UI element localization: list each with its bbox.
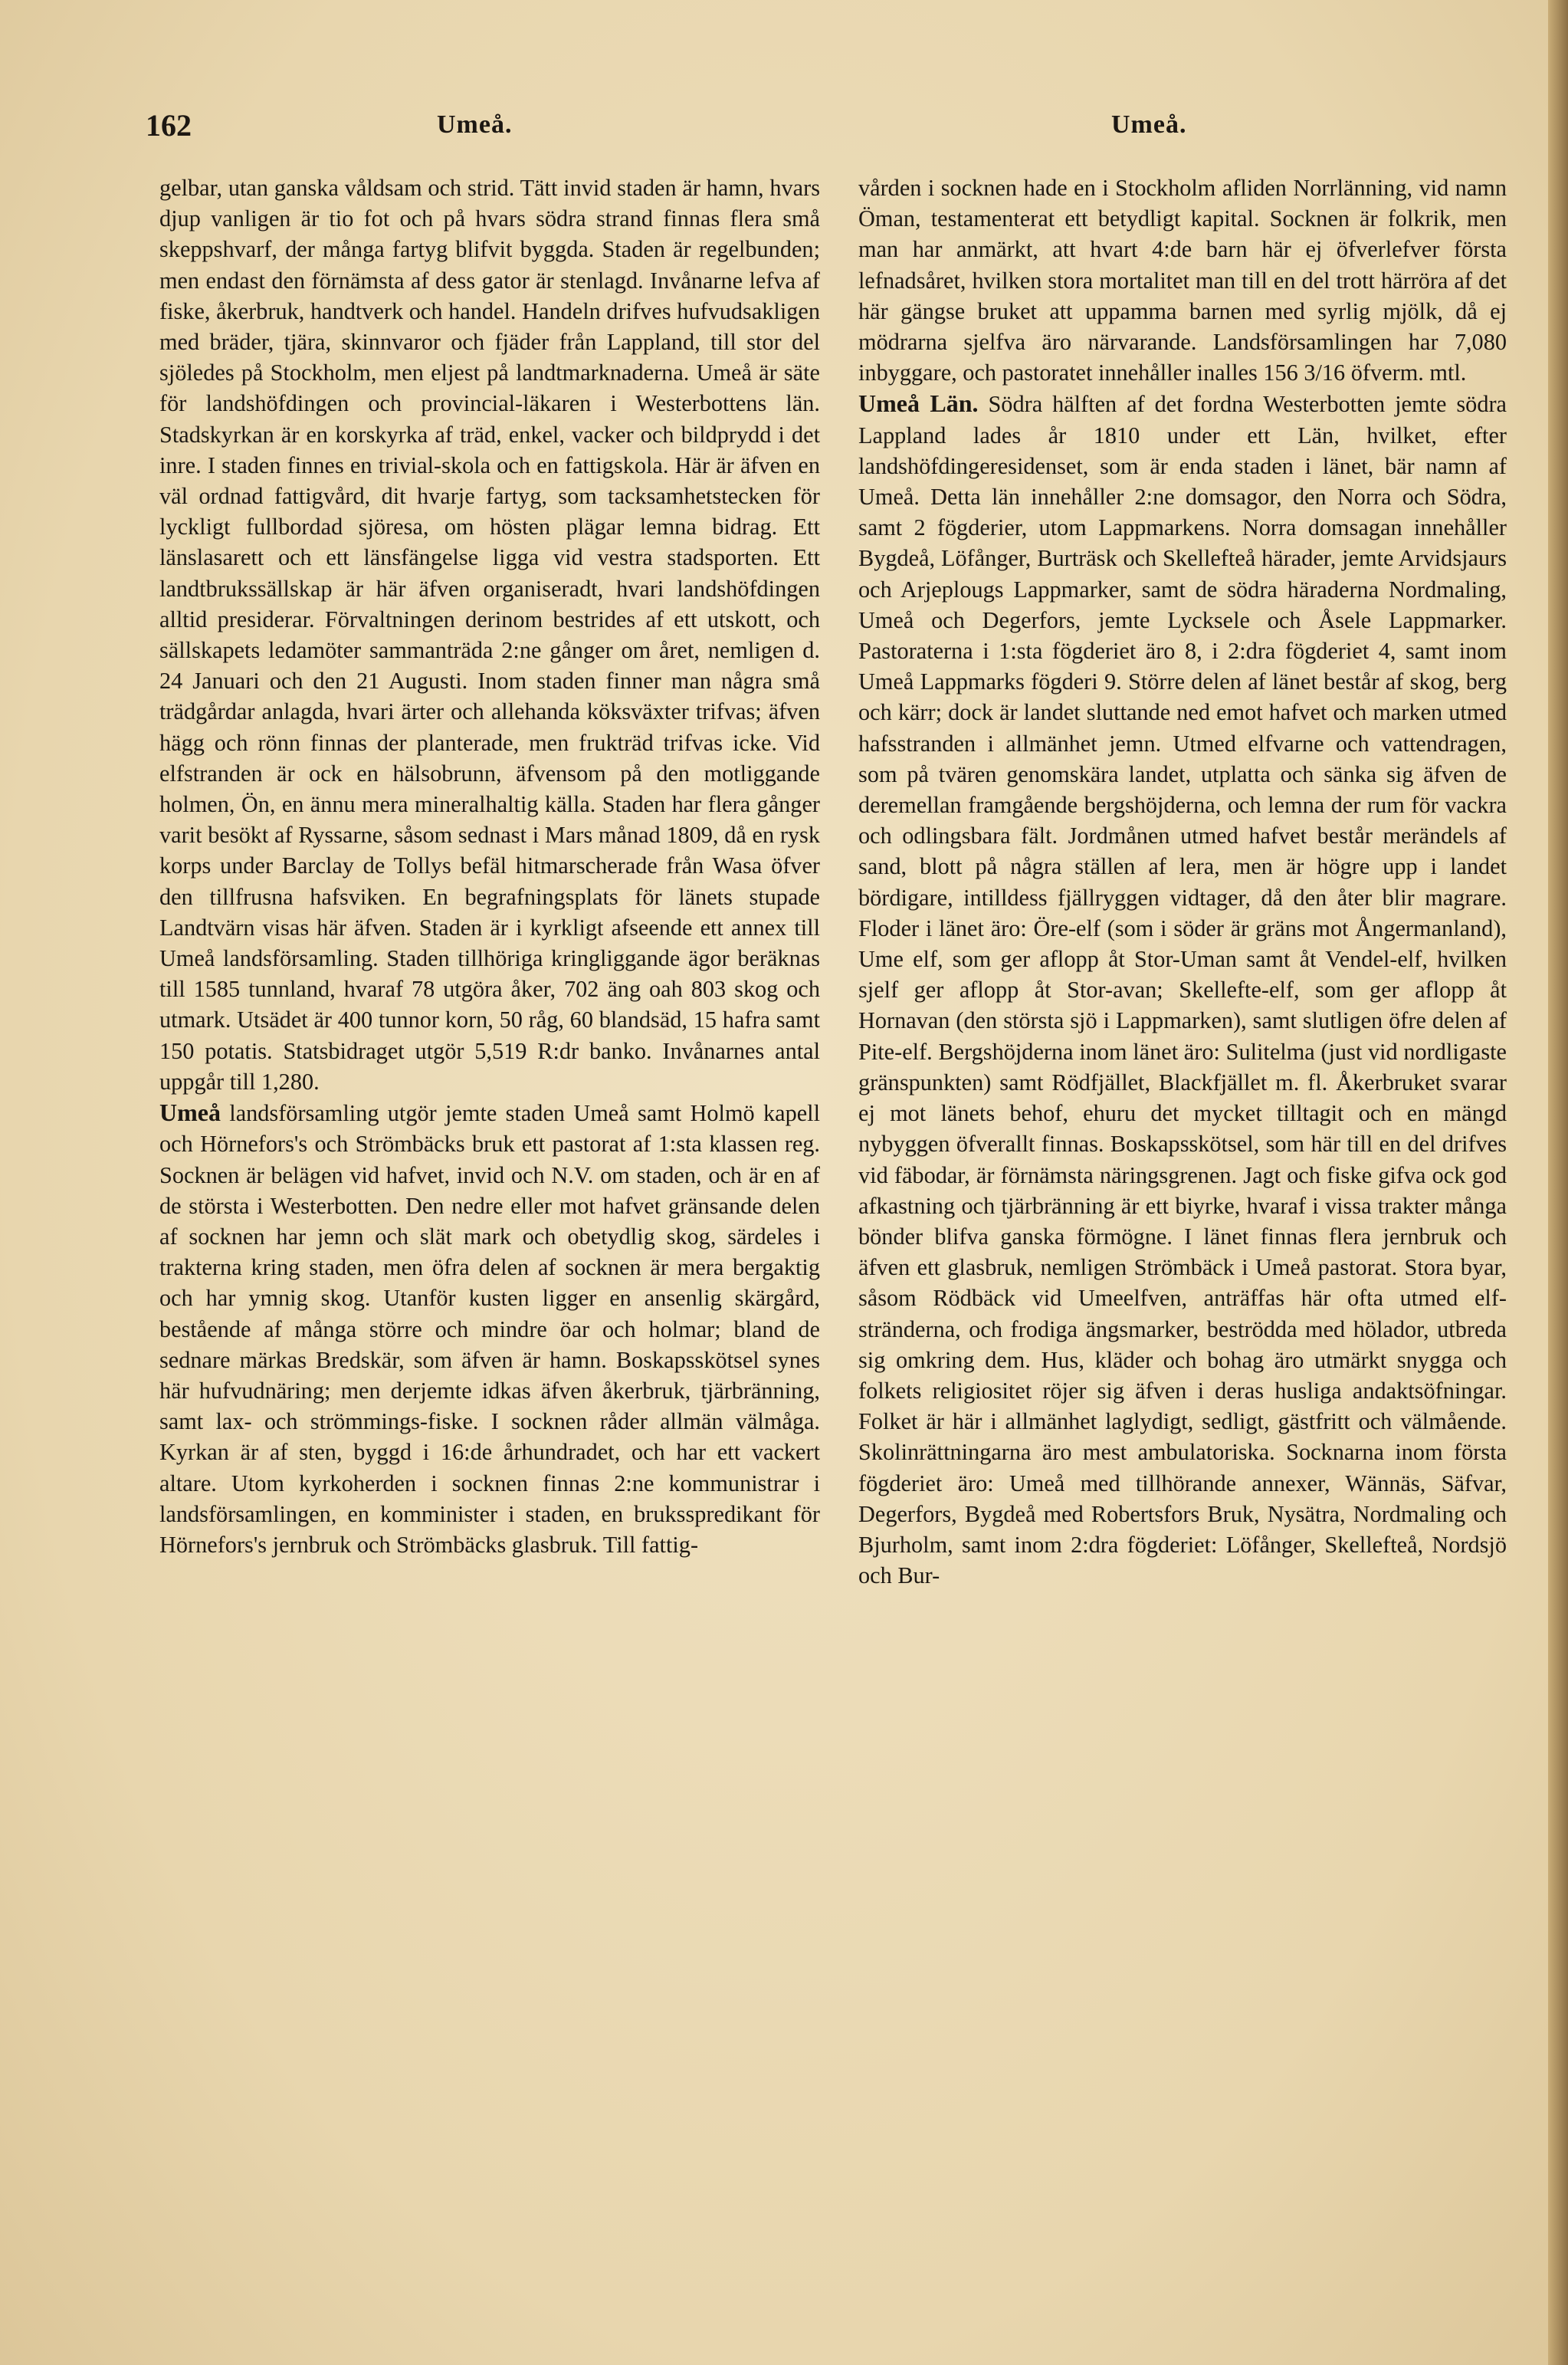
paragraph-umea-lan	[858, 388, 1507, 1591]
entry-heading: Umeå Län.	[858, 389, 979, 418]
entry-text: Södra hälften af det fordna Westerbotten jemte södra Lappland lades år 1810 under ett Län, hvilket, efter landshöfdingeresidenset, som är enda staden i länet, bär namn af Umeå. Detta län innehåller 2:ne domsagor, den Norra och Södra, samt 2 fögderier, utom Lappmarkens. Norra domsagan innehåller Bygdeå, Löfånger, Burträsk och Skellefteå härader, jemte Arvidsjaurs och Arjeplougs Lappmarker, samt de södra häraderna Nordmaling, Umeå och Degerfors, jemte Lycksele och Åsele Lappmarker. Pastoraterna i 1:sta fögderiet äro 8, i 2:dra fögderiet 4, samt inom Umeå Lappmarks fögderi 9. Större delen af länet består af skog, berg och kärr; dock är landet sluttande ned emot hafvet och marken utmed hafsstranden i allmänhet jemn. Utmed elfvarne och vattendragen, som på tvären genomskära landet, utplatta och sänka sig äfven de deremellan framgående bergshöjderna, och lemna der rum för vackra och odlingsbara fält. Jordmånen utmed hafvet består merändels af sand, blott på några ställen af lera, men är högre upp i landet bördigare, intilldess fjällryggen vidtager, då den åter blir magrare. Floder i länet äro: Öre-elf (som i söder är gräns mot Ångermanland), Ume elf, som ger aflopp åt Stor-Uman samt åt Vendel-elf, hvilken sjelf ger aflopp åt Stor-avan; Skellefte-elf, som ger aflopp åt Hornavan (den största sjö i Lappmarken), samt slutligen öfre delen af Pite-elf. Bergshöjderna inom länet äro: Sulitelma (just vid nordligaste gränspunkten) samt Rödfjället, Blackfjället m. fl. Åkerbruket svarar ej mot länets behof, ehuru det mycket tilltagit och en mängd nybyggen öfverallt finnas. Boskapsskötsel, som här till en del drifves vid fäbodar, är förnämsta näringsgrenen. Jagt och fiske gifva ock god afkastning och tjärbränning är ett biyrke, hvaraf i vissa trakter många bönder blifva ganska förmögne. I länet finnas flera jernbruk och äfven ett glasbruk, nemligen Strömbäck i Umeå pastorat. Stora byar, såsom Rödbäck vid Umeelfven, anträffas här ofta utmed elf-stränderna, och frodiga ängsmarker, beströdda med hölador, utbreda sig omkring dem. Hus, kläder och bohag äro utmärkt snygga och folkets religiositet röjer sig äfven i deras husliga andaktsöfningar. Folket är här i allmänhet laglydigt, sedligt, gästfritt och välmående. Skolinrättningarna äro mest ambulatoriska. Socknarna inom första fögderiet äro: Umeå med tillhörande annexer, Wännäs, Säfvar, Degerfors, Bygdeå med Robertsfors Bruk, Nysätra, Nordmaling och Bjurholm, samt inom 2:dra fögderiet: Löfånger, Skellefteå, Nordsjö och Bur-	[858, 391, 1507, 1589]
running-title-right: Umeå.	[1111, 110, 1187, 139]
paragraph-umea-town: gelbar, utan ganska våldsam och strid. Tätt invid staden är hamn, hvars djup vanligen är tio fot och på hvars södra strand finnas flera små skeppshvarf, der många fartyg blifvit byggda. Staden är regelbunden; men endast den förnämsta af dess gator är stenlagd. Invånarne lefva af fiske, åkerbruk, handtverk och handel. Handeln drifves hufvudsakligen med bräder, tjära, skinnvaror och fjäder från Lappland, till stor del sjöledes på Stockholm, men eljest på landtmarknaderna. Umeå är säte för landshöfdingen och provincial-läkaren i Westerbottens län. Stadskyrkan är en korskyrka af träd, enkel, vacker och bildprydd i det inre. I staden finnes en trivial-skola och en fattigskola. Här är äfven en väl ordnad fattigvård, dit hvarje fartyg, som tacksamhetstecken för lyckligt fullbordad sjöresa, om hösten plägar lemna bidrag. Ett länslasarett och ett länsfängelse ligga vid vestra stadsporten. Ett landtbrukssällskap är här äfven organiseradt, hvari landshöfdingen alltid presiderar. Förvaltningen derinom bestrides af ett utskott, och sällskapets ledamöter sammanträda 2:ne gånger om året, nemligen d. 24 Januari och den 21 Augusti. Inom staden finner man några små trädgårdar anlagda, hvari ärter och allehanda köksväxter trifvas; äfven hägg och rönn finnas der planterade, men frukträd trifvas icke. Vid elfstranden är ock en hälsobrunn, äfvensom på den motliggande holmen, Ön, en ännu mera mineralhaltig källa. Staden har flera gånger varit besökt af Ryssarne, såsom sednast i Mars månad 1809, då en rysk korps under Barclay de Tollys befäl hitmarscherade från Wasa öfver den tillfrusna hafsviken. En begrafningsplats för länets stupade Landtvärn visas här äfven. Staden är i kyrkligt afseende ett annex till Umeå landsförsamling. Staden tillhöriga kringliggande ägor beräknas till 1585 tunnland, hvaraf 78 utgöra åker, 702 äng oah 803 skog och utmark. Utsädet är 400 tunnor korn, 50 råg, 60 blandsäd, 15 hafra samt 150 potatis. Statsbidraget utgör 5,519 R:dr banko. Invånarnes antal uppgår till 1,280.	[159, 175, 820, 1095]
entry-text: landsförsamling utgör jemte staden Umeå samt Holmö kapell och Hörnefors's och Strömbäcks bruk ett pastorat af 1:sta klassen reg. Socknen är belägen vid hafvet, invid och N.V. om staden, och är en af de största i Westerbotten. Den nedre eller mot hafvet gränsande delen af socknen har jemn och slät mark och obetydlig skog, särdeles i trakterna kring staden, men öfra delen af socknen är mera bergaktig och har ymnig skog. Utanför kusten ligger en ansenlig skärgård, bestående af många större och mindre öar och holmar; bland de sednare märkas Bredskär, som äfven är hamn. Boskapsskötsel synes här hufvudnäring; men derjemte idkas äfven åkerbruk, tjärbränning, samt lax- och strömmings-fiske. I socknen råder allmän välmåga. Kyrkan är af sten, byggd i 16:de århundradet, och har ett vackert altare. Utom kyrkoherden i socknen finnas 2:ne kommunistrar i landsförsamlingen, en komminister i staden, en bruksspredikant för Hörnefors's jernbruk och Strömbäcks glasbruk. Till fattig-	[159, 1100, 820, 1558]
page-number: 162	[146, 108, 192, 143]
book-spine-edge	[1548, 0, 1568, 2365]
paragraph-parish-continued: vården i socknen hade en i Stockholm afliden Norrlänning, vid namn Öman, testamenterat ett betydligt kapital. Socknen är folkrik, men man har anmärkt, att hvart 4:de barn här ej öfverlefver första lefnadsåret, hvilken stora mortalitet man till en del trott härröra af det här gängse bruket att uppamma barnen med syrlig mjölk, då ej mödrarna sjelfva äro närvarande. Landsförsamlingen har 7,080 inbyggare, och pastoratet innehåller inalles 156 3/16 öfverm. mtl.	[858, 175, 1507, 386]
entry-heading: Umeå	[159, 1099, 221, 1127]
paragraph-umea-parish	[159, 1097, 820, 1560]
running-title-left: Umeå.	[437, 110, 513, 139]
left-column	[159, 172, 820, 1560]
page-header	[146, 107, 1484, 161]
right-column	[858, 172, 1507, 1591]
